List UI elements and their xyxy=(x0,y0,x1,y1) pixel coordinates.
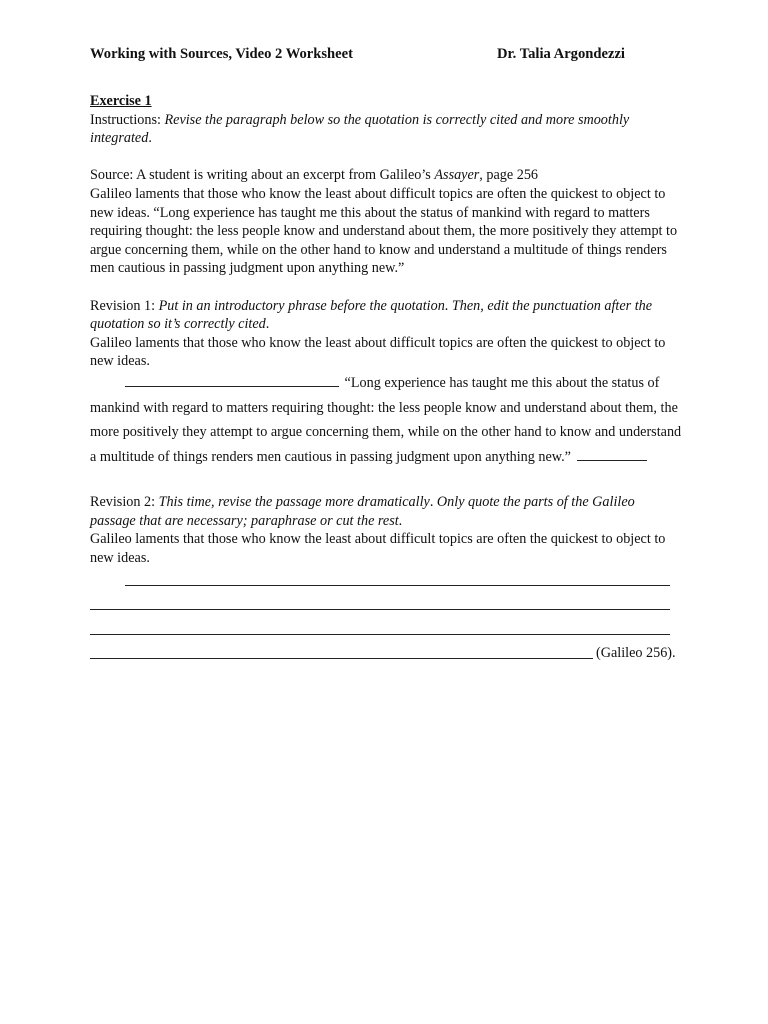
revision1-instr-c: Then, edit the punctuation after the quotation so it’s correctly cited xyxy=(90,297,653,333)
galileo-citation xyxy=(596,641,676,666)
source-line xyxy=(90,166,682,185)
revision2-blank-line-4[interactable] xyxy=(90,641,682,666)
document-title: Working with Sources, Video 2 Worksheet xyxy=(90,46,353,62)
instructions-label: Instructions: xyxy=(90,111,165,128)
author-name: Dr. Talia Argondezzi xyxy=(497,46,625,62)
revision1-text-start: Galileo laments that those who know the least about difficult topics are often the quickest to object to new ideas. xyxy=(90,334,666,370)
revision2-blank-line-2[interactable] xyxy=(90,592,682,617)
instructions-end: . xyxy=(148,130,152,147)
document-header xyxy=(90,46,682,68)
revision2-instr-d: . xyxy=(398,512,403,529)
citation-end: . xyxy=(672,645,676,662)
source-prefix: Source: A student is writing about an excerpt from Galileo’s xyxy=(90,167,435,184)
revision1-instr-b: . xyxy=(444,297,452,314)
exercise-instructions xyxy=(90,111,682,148)
revision2-instructions xyxy=(90,493,682,530)
revision2-blank-line-1[interactable] xyxy=(90,549,682,592)
revision2-text-start: Galileo laments that those who know the least about difficult topics are often the quickest to object to new ideas. xyxy=(90,531,666,567)
citation-blank[interactable] xyxy=(577,447,647,461)
source-paragraph: Galileo laments that those who know the least about difficult topics are often the quickest to object to new ideas. “Long experience has taught me this about the status of mankind with regard to matters requiring thought: the less people know and understand about them, the more positively they attempt to argue concerning them, while on the other hand to know and understand a multitude of things renders men cautious in passing judgment upon anything new.” xyxy=(90,185,678,277)
revision2-label: Revision 2: xyxy=(90,494,159,511)
intro-phrase-blank[interactable] xyxy=(125,373,339,387)
revision1-instr-d: . xyxy=(265,316,270,333)
instructions-text: Revise the paragraph below so the quotation is correctly cited and more smoothly integrated xyxy=(90,111,630,147)
revision1-label: Revision 1: xyxy=(90,297,159,314)
source-work-title: Assayer xyxy=(434,167,480,184)
revision1-instructions xyxy=(90,297,682,334)
revision1-quote: “Long experience has taught me this about the status of mankind with regard to matters requiring thought: the less people know and understand about them, the more positively they attempt to argue concerning them, while on the other hand to know and understand a multitude of things renders men cautious in passing judgment upon anything new.” xyxy=(90,374,682,465)
revision2-blank-line-3[interactable] xyxy=(90,617,682,642)
source-suffix: , page 256 xyxy=(479,167,539,184)
worksheet-page xyxy=(90,46,682,666)
revision2-instr-b: . xyxy=(429,494,437,511)
revision1-instr-a: Put in an introductory phrase before the quotation xyxy=(158,297,445,314)
exercise-title: Exercise 1 xyxy=(90,93,152,109)
citation-text: (Galileo 256) xyxy=(596,645,673,662)
revision2-instr-a: This time, revise the passage more dramatically xyxy=(158,494,430,511)
revision1-answer-area xyxy=(90,371,682,469)
revision2-instr-c: Only quote the parts of the Galileo passage that are necessary; paraphrase or cut the rest xyxy=(90,494,635,529)
